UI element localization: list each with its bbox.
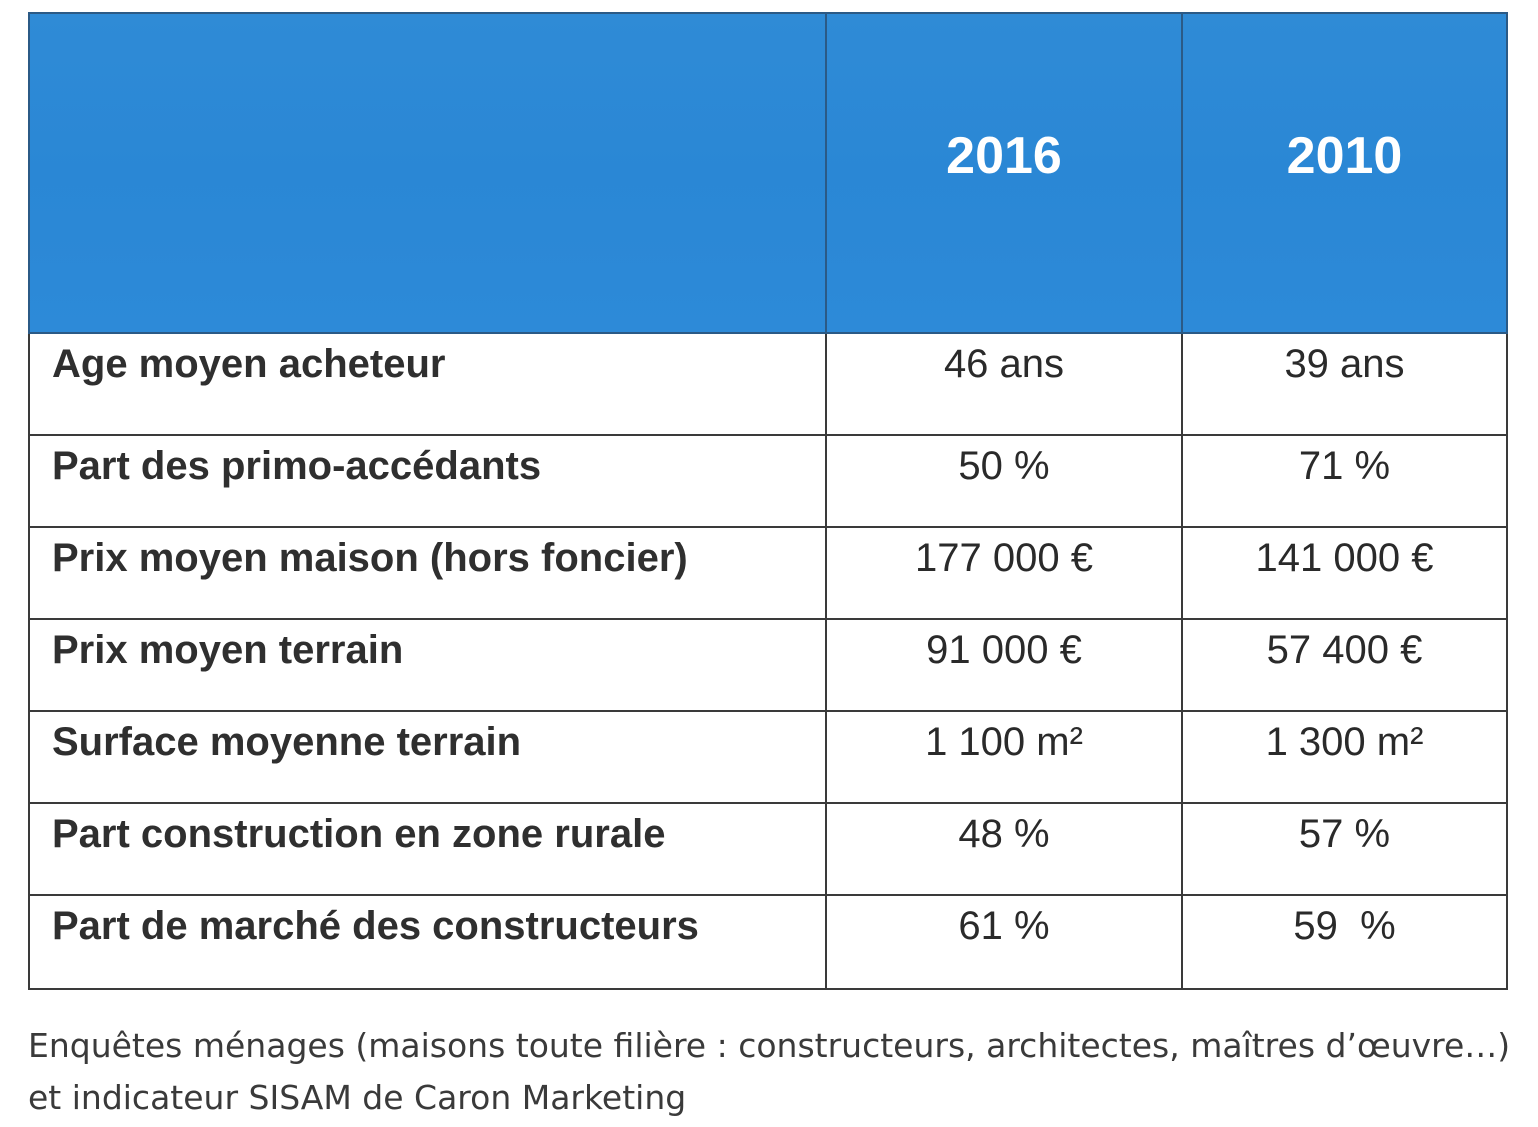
- value-2016: 61 %: [958, 904, 1050, 948]
- value-2016-cell: [826, 527, 1182, 619]
- value-2010-cell: [1182, 803, 1507, 895]
- table-row: [29, 803, 1507, 895]
- header-empty-cell: [29, 13, 826, 333]
- value-2016-cell: [826, 619, 1182, 711]
- value-2010: 39 ans: [1284, 342, 1405, 386]
- value-2010-cell: [1182, 711, 1507, 803]
- header-2010: [1182, 13, 1507, 333]
- value-2010: 57 400 €: [1266, 628, 1423, 672]
- value-2010: 1 300 m²: [1265, 720, 1424, 764]
- row-label-cell: [29, 619, 826, 711]
- table-row: [29, 435, 1507, 527]
- row-label: Part construction en zone rurale: [52, 812, 666, 856]
- table-row: [29, 527, 1507, 619]
- value-2016: 50 %: [958, 444, 1050, 488]
- value-2010-cell: [1182, 333, 1507, 435]
- value-2016-cell: [826, 711, 1182, 803]
- stats-table-container: [28, 12, 1506, 990]
- value-2016-cell: [826, 803, 1182, 895]
- header-row: [29, 13, 1507, 333]
- value-2016-cell: [826, 435, 1182, 527]
- value-2010: 57 %: [1298, 812, 1391, 856]
- stats-table: [28, 12, 1508, 990]
- row-label-cell: [29, 895, 826, 989]
- value-2010-cell: [1182, 619, 1507, 711]
- row-label: Prix moyen terrain: [52, 628, 404, 672]
- value-2010-cell: [1182, 527, 1507, 619]
- value-2010: 71 %: [1298, 444, 1391, 488]
- source-footnote: [28, 1020, 1528, 1124]
- value-2016: 177 000 €: [915, 536, 1093, 580]
- footnote-line-1: Enquêtes ménages (maisons toute filière : constructeurs, architectes, maîtres d’œuvre…): [28, 1026, 1511, 1065]
- row-label-cell: [29, 435, 826, 527]
- row-label: Prix moyen maison (hors foncier): [52, 536, 688, 580]
- value-2016: 91 000 €: [926, 628, 1082, 672]
- value-2010-cell: [1182, 435, 1507, 527]
- value-2016: 48 %: [958, 812, 1050, 856]
- table-row: [29, 333, 1507, 435]
- table-row: [29, 711, 1507, 803]
- header-2016-label: 2016: [946, 127, 1062, 185]
- table-row: [29, 619, 1507, 711]
- row-label-cell: [29, 803, 826, 895]
- row-label: Part de marché des constructeurs: [52, 904, 699, 948]
- row-label-cell: [29, 527, 826, 619]
- value-2010: 141 000 €: [1255, 536, 1434, 580]
- value-2016: 46 ans: [943, 342, 1065, 386]
- row-label: Age moyen acheteur: [52, 342, 446, 386]
- header-2010-label: 2010: [1286, 127, 1403, 185]
- row-label: Surface moyenne terrain: [52, 720, 522, 764]
- header-2016: [826, 13, 1182, 333]
- value-2010: 59 %: [1293, 904, 1396, 948]
- row-label: Part des primo-accédants: [52, 444, 542, 488]
- row-label-cell: [29, 711, 826, 803]
- table-row: [29, 895, 1507, 989]
- value-2016: 1 100 m²: [925, 720, 1083, 764]
- footnote-line-2: et indicateur SISAM de Caron Marketing: [28, 1078, 687, 1117]
- value-2010-cell: [1182, 895, 1507, 989]
- value-2016-cell: [826, 333, 1182, 435]
- value-2016-cell: [826, 895, 1182, 989]
- row-label-cell: [29, 333, 826, 435]
